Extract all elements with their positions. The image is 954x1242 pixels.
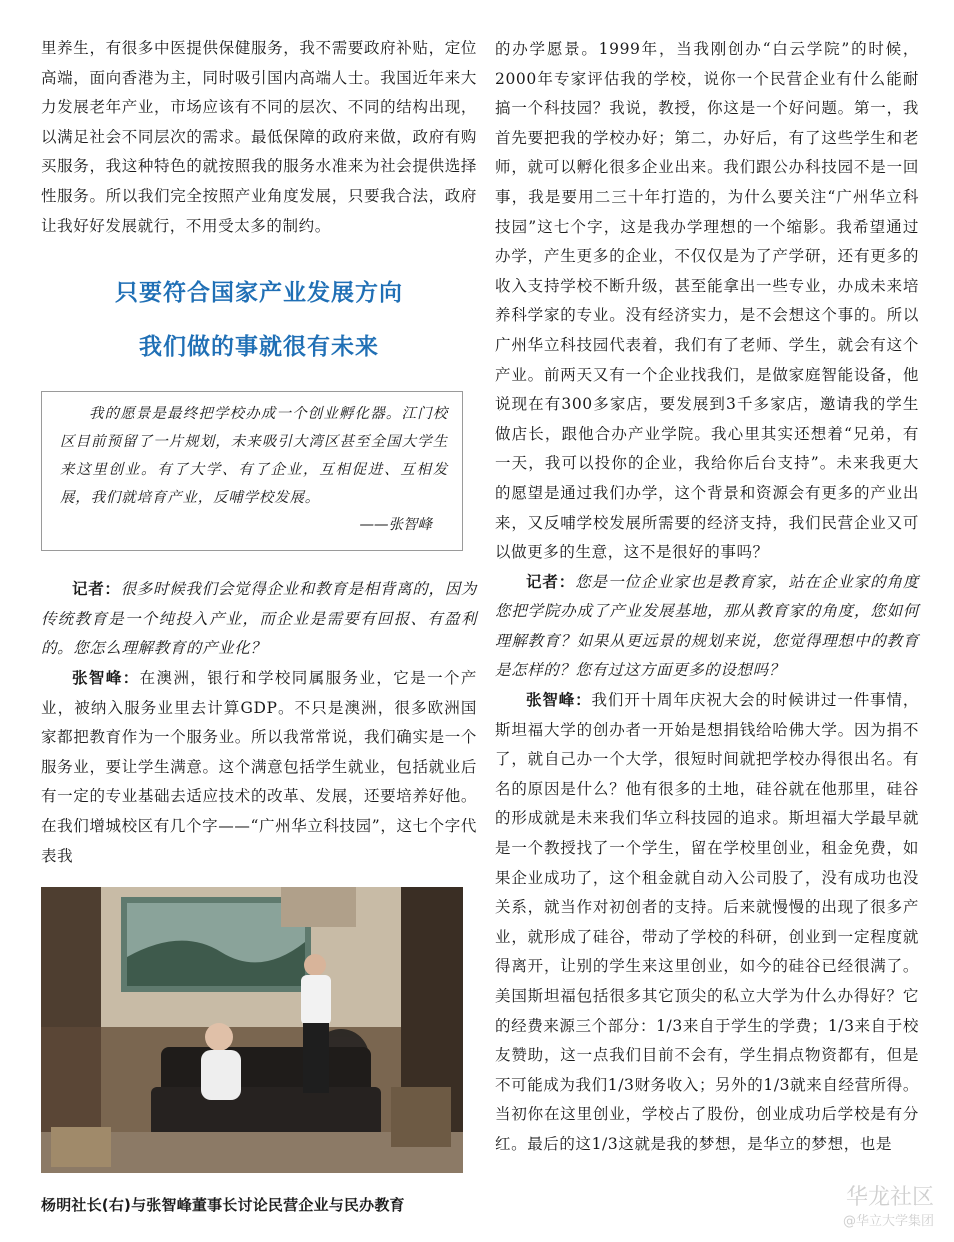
watermark-community: 华龙社区 — [845, 1185, 934, 1210]
answer-paragraph-continued: 的办学愿景。1999年，当我刚创办“白云学院”的时候，2000年专家评估我的学校，说你一个民营企业有什么能耐搞一个科技园？我说，教授，你这是一个好问题。第一，我首先要把我的学校办好；第二，办好后，有了这些学生和老师，就可以孵化很多企业出来。我们跟公办科技园不是一回事，我是要用二三十年打造的，为什么要关注“广州华立科技园”这七个字，这是我办学理想的一个缩影。我希望通过办学，产生更多的企业，不仅仅是为了产学研，还有更多的收入支持学校不断升级，甚至能拿出一些专业，办成未来培养科学家的专业。没有经济实力，是不会想这个事的。所以广州华立科技园代表着，我们有了老师、学生，就会有这个产业。前两天又有一个企业找我们，是做家庭智能设备，他说现在有300多家店，要发展到3千多家店，邀请我的学生做店长，跟他合办产业学院。我心里其实还想着“兄弟，有一天，我可以投你的企业，我给你后台支持”。未来我更大的愿望是通过我们办学，这个背景和资源会有更多的产业出来，又反哺学校发展所需要的经济支持，我们民营企业又可以做更多的生意，这不是很好的事吗？ — [495, 40, 919, 562]
office-photo — [41, 887, 463, 1173]
section-heading-line2: 我们做的事就很有未来 — [139, 334, 379, 361]
pull-quote-box — [41, 391, 463, 551]
question-text: 很多时候我们会觉得企业和教育是相背离的，因为传统教育是一个纯投入产业，而企业是需要有回报、有盈利的。您怎么理解教育的产业化？ — [41, 580, 478, 658]
photo-caption: 杨明社长(右)与张智峰董事长讨论民营企业与民办教育 — [41, 1196, 405, 1214]
office-photo-illustration — [41, 887, 463, 1173]
question-paragraph-1 — [41, 575, 477, 664]
answer-speaker: 张智峰： — [526, 691, 592, 710]
watermark — [843, 1186, 934, 1230]
answer-paragraph-2 — [495, 686, 919, 1160]
intro-paragraph: 里养生，有很多中医提供保健服务，我不需要政府补贴，定位高端，面向香港为主，同时吸引国内高端人士。我国近年来大力发展老年产业，市场应该有不同的层次、不同的结构出现，以满足社会不同层次的需求。最低保障的政府来做，政府有购买服务，我这种特色的就按照我的服务水准来为社会提供选择性服务。所以我们完全按照产业角度发展，只要我合法，政府让我好好发展就行，不用受太多的制约。 — [41, 39, 477, 235]
left-column — [41, 0, 477, 871]
question-speaker: 记者： — [526, 572, 576, 591]
right-column — [495, 0, 919, 1160]
question-text: 您是一位企业家也是教育家，站在企业家的角度您把学院办成了产业发展基地，那从教育家的角度，您如何理解教育？如果从更远景的规划来说，您觉得理想中的教育是怎样的？您有过这方面更多的设想吗？ — [495, 572, 919, 680]
watermark-account: @华立大学集团 — [842, 1214, 934, 1229]
answer-speaker: 张智峰： — [72, 668, 140, 687]
question-speaker: 记者： — [72, 580, 121, 599]
section-heading-line1: 只要符合国家产业发展方向 — [115, 280, 403, 307]
question-paragraph-2 — [495, 568, 919, 686]
answer-paragraph-1 — [41, 664, 477, 871]
answer-text: 在澳洲，银行和学校同属服务业，它是一个产业，被纳入服务业里去计算GDP。不只是澳洲，很多欧洲国家都把教育作为一个服务业。所以我常常说，我们确实是一个服务业，要让学生满意。这个满意包括学生就业，包括就业后有一定的专业基础去适应技术的改革、发展，还要培养好他。在我们增城校区有几个字——“广州华立科技园”，这七个字代表我 — [41, 668, 477, 865]
pull-quote-text: 我的愿景是最终把学校办成一个创业孵化器。江门校区目前预留了一片规划，未来吸引大湾区甚至全国大学生来这里创业。有了大学、有了企业，互相促进、互相发展，我们就培育产业，反哺学校发展。 — [60, 406, 448, 507]
pull-quote-attribution: ——张智峰 — [359, 517, 432, 534]
answer-text: 我们开十周年庆祝大会的时候讲过一件事情，斯坦福大学的创办者一开始是想捐钱给哈佛大学。因为捐不了，就自己办一个大学，很短时间就把学校办得很出名。有名的原因是什么？他有很多的土地，硅谷就在他那里，硅谷的形成就是未来我们华立科技园的追求。斯坦福大学最早就是一个教授找了一个学生，留在学校里创业，租金免费，如果企业成功了，这个租金就自动入公司股了，没有成功也没关系，就当作对初创者的支持。后来就慢慢的出现了很多产业，就形成了硅谷，带动了学校的科研，创业到一定程度就得离开，让别的学生来这里创业，如今的硅谷已经很满了。美国斯坦福包括很多其它顶尖的私立大学为什么办得好？它的经费来源三个部分：1/3来自于学生的学费；1/3来自于校友赞助，这一点我们目前不会有，学生捐点物资都有，但是不可能成为我们1/3财务收入；另外的1/3就来自经营所得。当初你在这里创业，学校占了股份，创业成功后学校是有分红。最后的这1/3这就是我的梦想，是华立的梦想，也是 — [495, 691, 919, 1153]
